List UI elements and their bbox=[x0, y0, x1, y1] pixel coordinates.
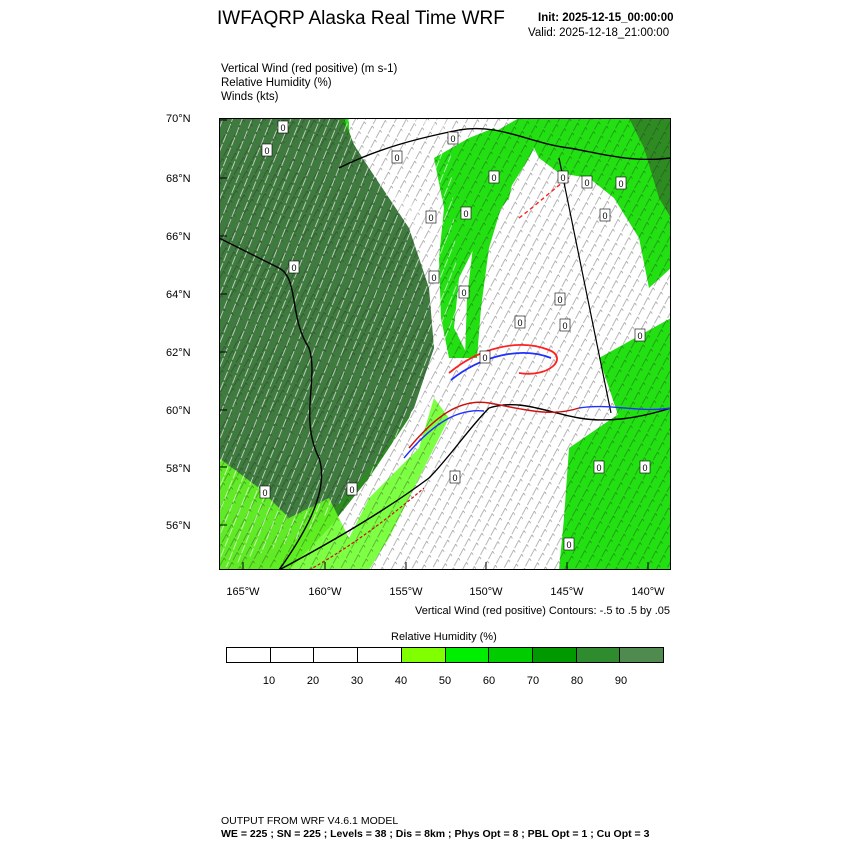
contour-label-zero bbox=[347, 483, 357, 495]
colorbar-cell bbox=[489, 648, 533, 662]
forecast-map bbox=[219, 118, 671, 570]
contour-label-zero bbox=[450, 471, 460, 483]
colorbar-cell bbox=[402, 648, 446, 662]
lat-label: 62°N bbox=[166, 347, 191, 359]
contour-label-zero bbox=[594, 461, 604, 473]
contour-label-zero bbox=[262, 144, 272, 156]
vertical-wind-contour-info: Vertical Wind (red positive) Contours: -.5 to .5 by .05 bbox=[415, 605, 670, 617]
svg-text:0: 0 bbox=[452, 473, 458, 483]
svg-text:0: 0 bbox=[463, 209, 469, 219]
svg-text:0: 0 bbox=[618, 179, 624, 189]
contour-label-zero bbox=[392, 151, 402, 163]
lat-label: 68°N bbox=[166, 173, 191, 185]
map-canvas bbox=[219, 118, 671, 570]
colorbar-label: 60 bbox=[482, 675, 496, 687]
svg-text:0: 0 bbox=[450, 134, 456, 144]
lat-label: 64°N bbox=[166, 289, 191, 301]
lon-label: 150°W bbox=[469, 586, 503, 598]
colorbar-label: 20 bbox=[306, 675, 320, 687]
page-title: IWFAQRP Alaska Real Time WRF bbox=[217, 8, 505, 29]
contour-label-zero bbox=[459, 286, 469, 298]
svg-text:0: 0 bbox=[431, 273, 437, 283]
colorbar-label: 10 bbox=[262, 675, 276, 687]
svg-text:0: 0 bbox=[560, 173, 566, 183]
contour-label-zero bbox=[640, 461, 650, 473]
colorbar-label: 90 bbox=[614, 675, 628, 687]
field-label-vertical-wind: Vertical Wind (red positive) (m s-1) bbox=[221, 63, 398, 75]
colorbar-cell bbox=[446, 648, 490, 662]
svg-text:0: 0 bbox=[482, 353, 488, 363]
colorbar-title: Relative Humidity (%) bbox=[391, 631, 497, 643]
colorbar-cell bbox=[577, 648, 621, 662]
contour-label-zero bbox=[616, 177, 626, 189]
colorbar-label: 40 bbox=[394, 675, 408, 687]
footer-config: WE = 225 ; SN = 225 ; Levels = 38 ; Dis = 8km ; Phys Opt = 8 ; PBL Opt = 1 ; Cu Opt = 3 bbox=[221, 828, 650, 840]
colorbar-cell bbox=[620, 648, 663, 662]
colorbar-cell bbox=[358, 648, 402, 662]
svg-text:0: 0 bbox=[280, 123, 286, 133]
contour-label-zero bbox=[635, 329, 645, 341]
contour-label-zero bbox=[448, 132, 458, 144]
contour-label-zero bbox=[564, 538, 574, 550]
contour-label-zero bbox=[429, 271, 439, 283]
contour-label-zero bbox=[555, 293, 565, 305]
colorbar-cell bbox=[314, 648, 358, 662]
contour-label-zero bbox=[600, 209, 610, 221]
colorbar-label: 50 bbox=[438, 675, 452, 687]
contour-label-zero bbox=[289, 261, 299, 273]
svg-text:0: 0 bbox=[262, 488, 268, 498]
contour-label-zero bbox=[461, 207, 471, 219]
svg-text:0: 0 bbox=[637, 331, 643, 341]
colorbar-label: 80 bbox=[570, 675, 584, 687]
field-label-winds: Winds (kts) bbox=[221, 91, 279, 103]
svg-text:0: 0 bbox=[517, 318, 523, 328]
svg-text:0: 0 bbox=[596, 463, 602, 473]
svg-text:0: 0 bbox=[349, 485, 355, 495]
svg-text:0: 0 bbox=[264, 146, 270, 156]
rh-colorbar bbox=[226, 647, 664, 663]
colorbar-cell bbox=[533, 648, 577, 662]
svg-text:0: 0 bbox=[394, 153, 400, 163]
svg-text:0: 0 bbox=[428, 213, 434, 223]
svg-text:0: 0 bbox=[461, 288, 467, 298]
lon-label: 155°W bbox=[389, 586, 423, 598]
svg-text:0: 0 bbox=[291, 263, 297, 273]
lat-label: 58°N bbox=[166, 463, 191, 475]
svg-text:0: 0 bbox=[584, 178, 590, 188]
svg-text:0: 0 bbox=[602, 211, 608, 221]
contour-label-zero bbox=[426, 211, 436, 223]
init-time: Init: 2025-12-15_00:00:00 bbox=[538, 12, 674, 24]
lat-label: 56°N bbox=[166, 520, 191, 532]
lat-label: 66°N bbox=[166, 231, 191, 243]
contour-label-zero bbox=[489, 171, 499, 183]
colorbar-cell bbox=[227, 648, 271, 662]
colorbar-label: 70 bbox=[526, 675, 540, 687]
contour-label-zero bbox=[480, 351, 490, 363]
svg-text:0: 0 bbox=[491, 173, 497, 183]
svg-text:0: 0 bbox=[562, 321, 568, 331]
colorbar-cell bbox=[271, 648, 315, 662]
contour-label-zero bbox=[582, 176, 592, 188]
lon-label: 165°W bbox=[226, 586, 260, 598]
lon-label: 160°W bbox=[308, 586, 342, 598]
contour-label-zero bbox=[515, 316, 525, 328]
contour-label-zero bbox=[560, 319, 570, 331]
contour-label-zero bbox=[260, 486, 270, 498]
lon-label: 145°W bbox=[550, 586, 584, 598]
svg-text:0: 0 bbox=[557, 295, 563, 305]
valid-time: Valid: 2025-12-18_21:00:00 bbox=[528, 27, 670, 39]
colorbar-label: 30 bbox=[350, 675, 364, 687]
footer-model: OUTPUT FROM WRF V4.6.1 MODEL bbox=[221, 815, 399, 827]
lon-label: 140°W bbox=[631, 586, 665, 598]
lat-label: 60°N bbox=[166, 405, 191, 417]
svg-text:0: 0 bbox=[566, 540, 572, 550]
contour-label-zero bbox=[278, 121, 288, 133]
field-label-relative-humidity: Relative Humidity (%) bbox=[221, 77, 332, 89]
contour-label-zero bbox=[558, 171, 568, 183]
lat-label: 70°N bbox=[166, 113, 191, 125]
svg-text:0: 0 bbox=[642, 463, 648, 473]
